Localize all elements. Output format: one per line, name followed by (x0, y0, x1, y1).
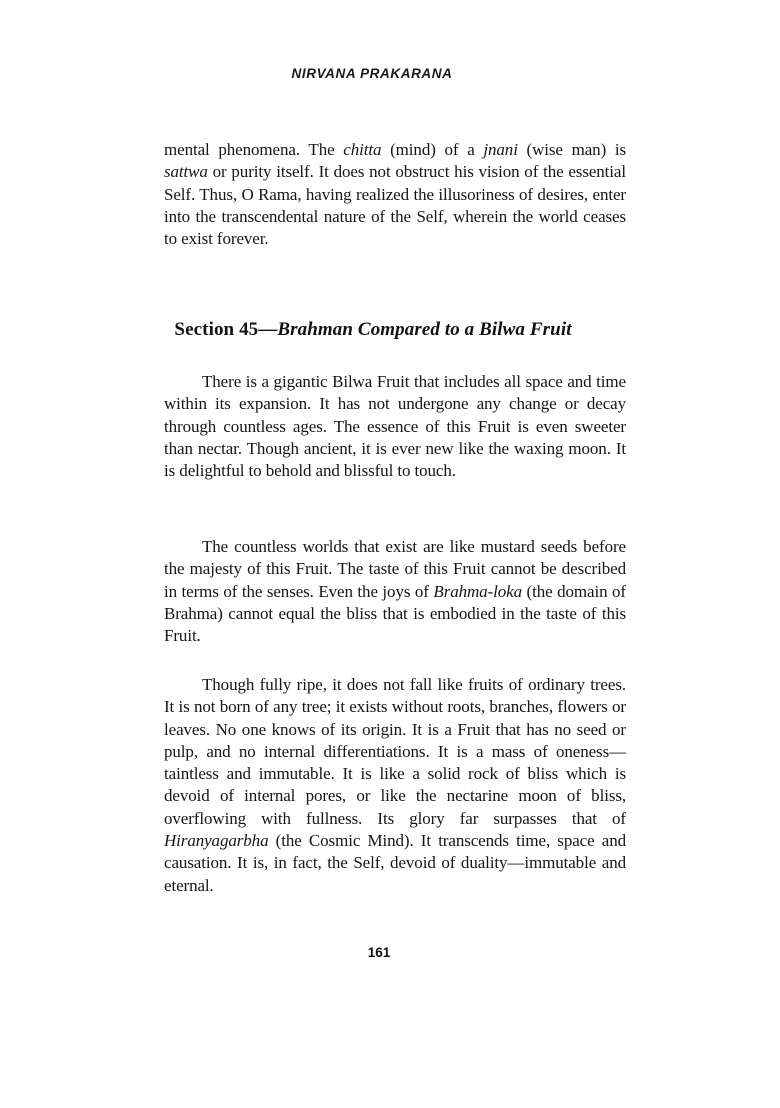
running-header: NIRVANA PRAKARANA (291, 66, 453, 81)
section-heading-prefix: Section 45— (174, 319, 278, 340)
paragraph-4: Though fully ripe, it does not fall like fruits of ordinary trees. It is not born of any tree; it exists without roots, branches, flowers or leaves. No one knows of its origin. It is a Fruit that has no seed or pulp, and no internal differentiations. It is a mass of oneness—taintless and immutable. It is like a solid rock of bliss which is devoid of internal pores, or like the nectarine moon of bliss, overflowing with fullness. Its glory far surpasses that of Hiranyagarbha (the Cosmic Mind). It transcends time, space and causation. It is, in fact, the Self, devoid of duality—immutable and eternal. (164, 675, 626, 895)
paragraph-1: mental phenomena. The chitta (mind) of a jnani (wise man) is sattwa or purity itself. It does not obstruct his vision of the essential Self. Thus, O Rama, having realized the illusoriness of desires, enter into the transcendental nature of the Self, wherein the world ceases to exist forever. (164, 140, 626, 249)
section-heading (136, 319, 610, 341)
paragraph-2: There is a gigantic Bilwa Fruit that includes all space and time within its expansion. It has not undergone any change or decay through countless ages. The essence of this Fruit is even sweeter than nectar. Though ancient, it is ever new like the waxing moon. It is delightful to behold and blissful to touch. (164, 372, 626, 481)
paragraph-3: The countless worlds that exist are like mustard seeds before the majesty of this Fruit. The taste of this Fruit cannot be described in terms of the senses. Even the joys of Brahma-loka (the domain of Brahma) cannot equal the bliss that is embodied in the taste of this Fruit. (164, 537, 626, 646)
section-heading-title: Brahman Compared to a Bilwa Fruit (277, 319, 572, 340)
page-number: 161 (367, 945, 391, 960)
